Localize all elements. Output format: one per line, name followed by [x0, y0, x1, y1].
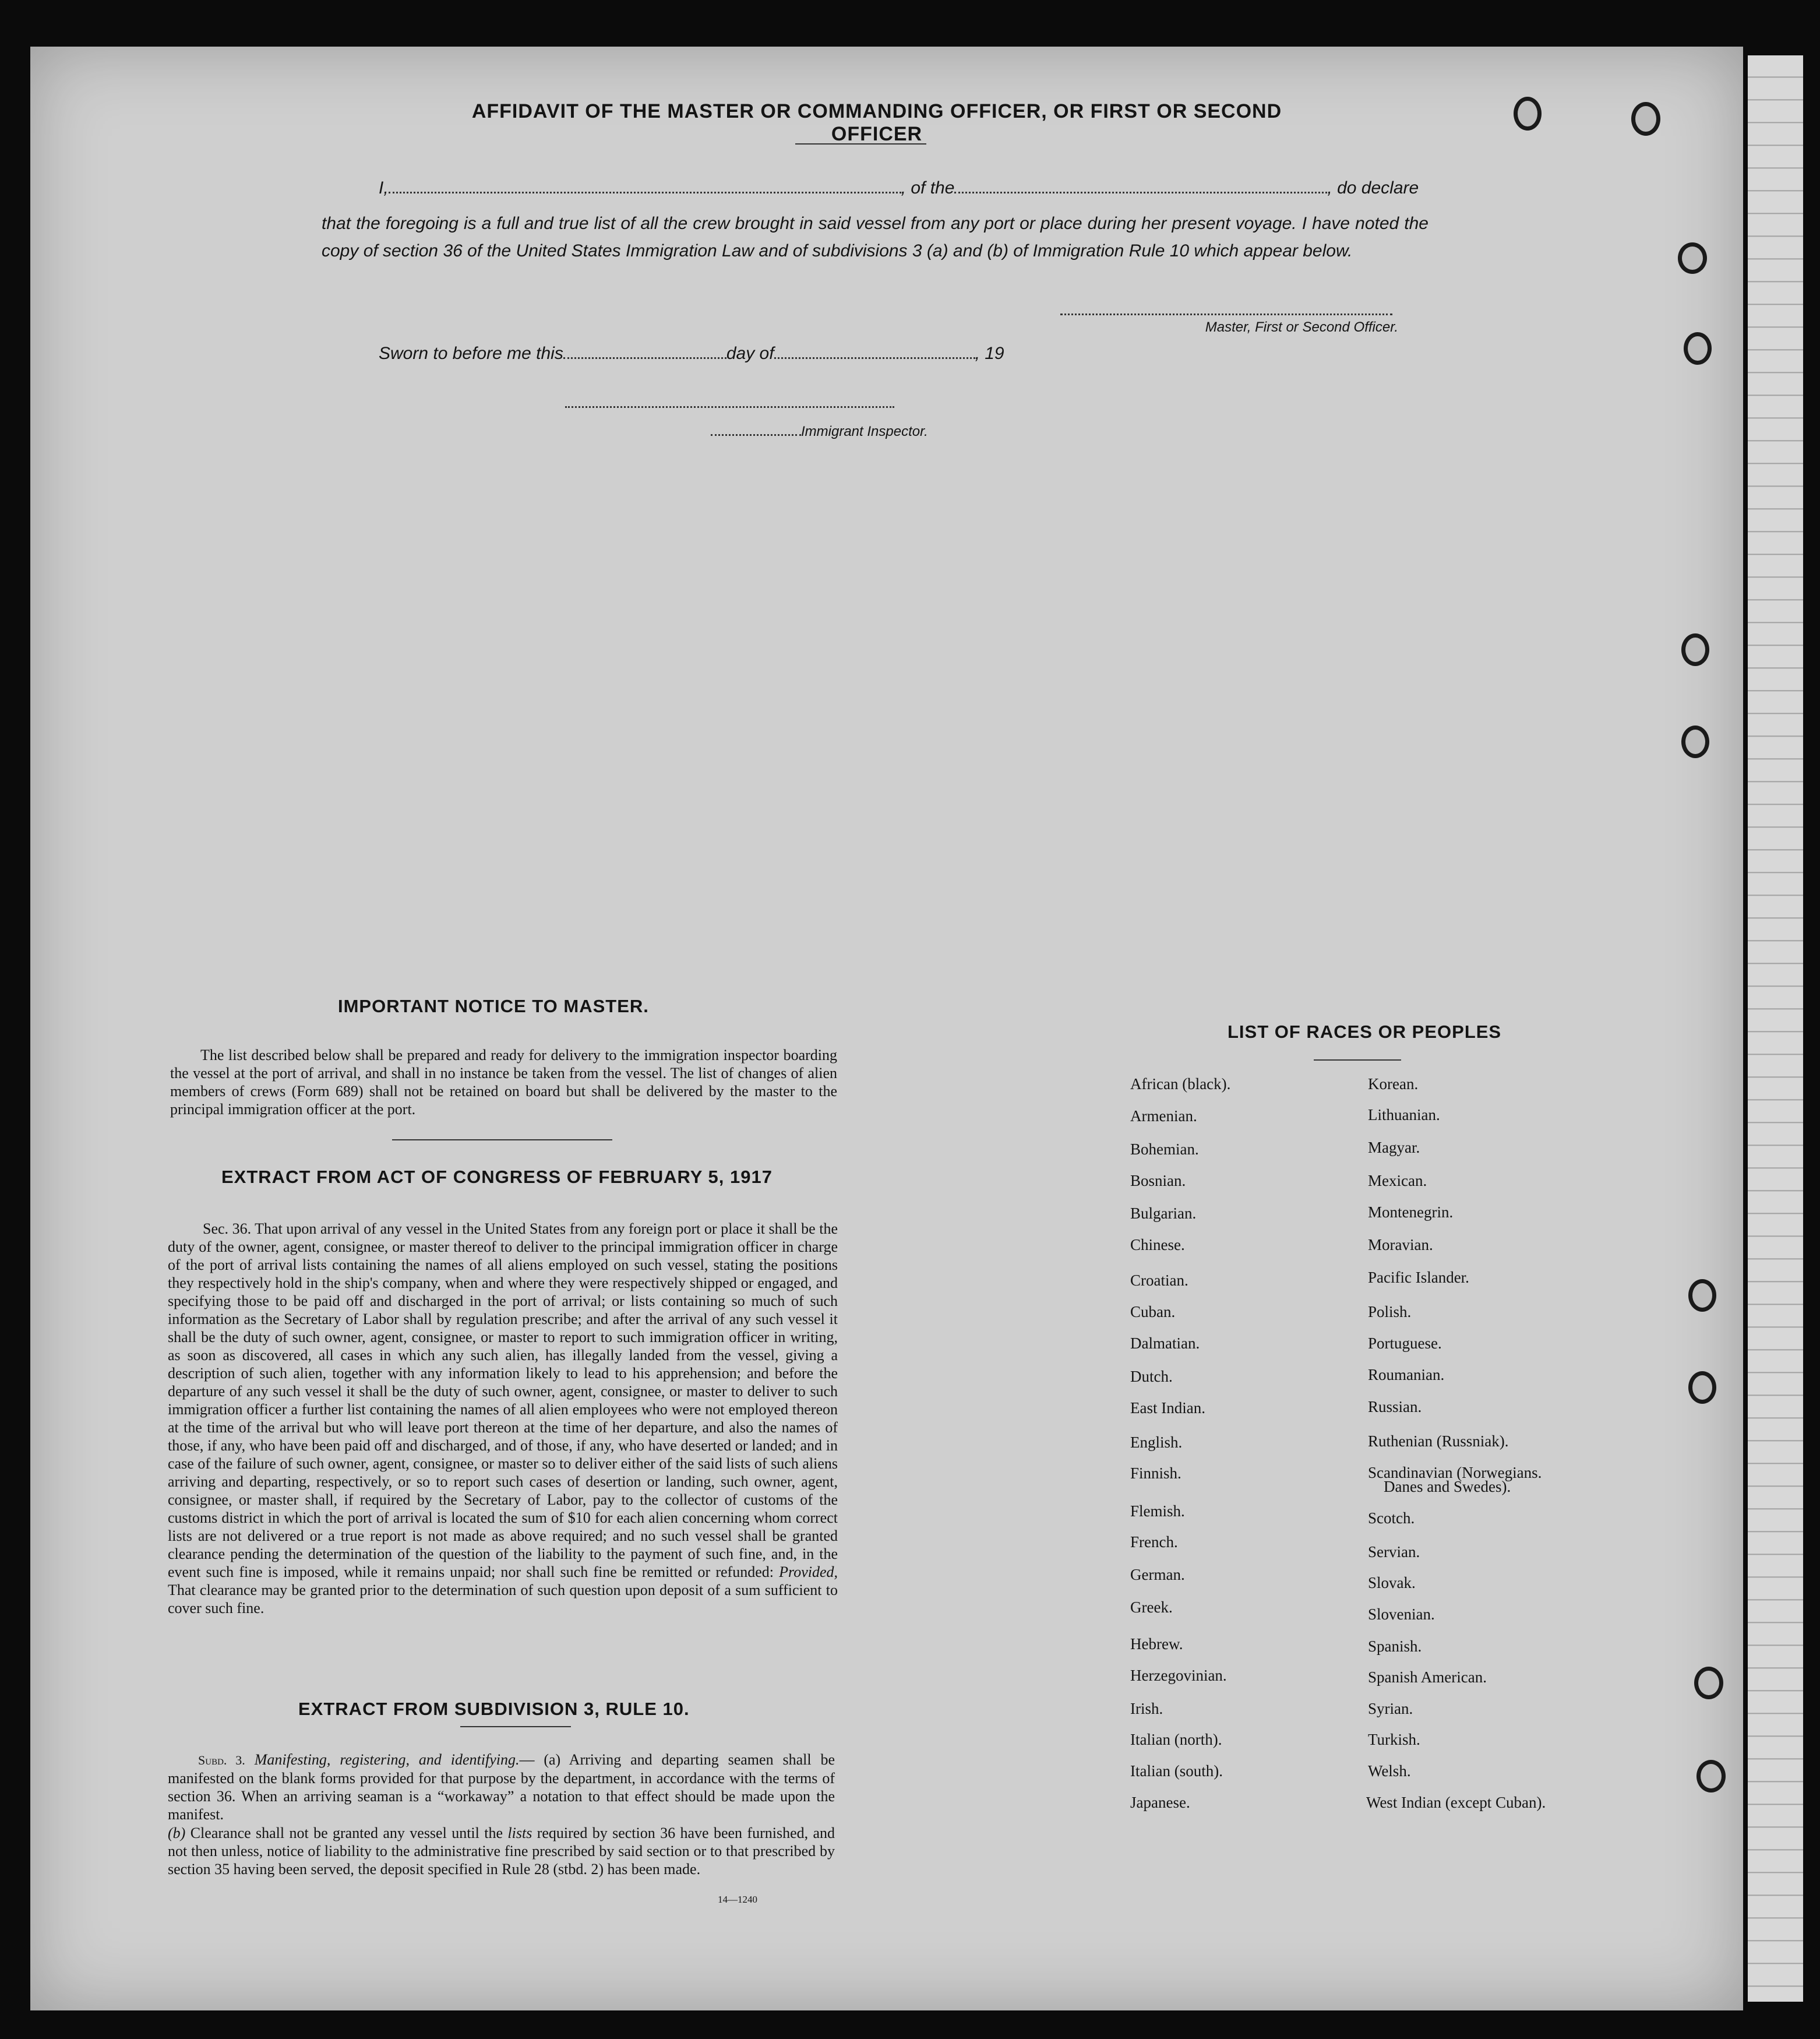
race-item: Bosnian. — [1130, 1172, 1186, 1189]
race-item: Dutch. — [1130, 1368, 1173, 1385]
notice-text: The list described below shall be prepared and ready for delivery to the immigration inspector boarding the vessel at the port of arrival, and shall in no instance be taken from the vessel. The list of changes of alien members of crews (Form 689) shall not be retained on board but shall be delivered by the master to the principal immigration officer at the port. — [170, 1047, 837, 1118]
race-item: Spanish American. — [1368, 1668, 1487, 1686]
race-item: Welsh. — [1368, 1762, 1411, 1780]
declarant-name-field[interactable] — [389, 188, 901, 193]
race-item: Danes and Swedes). — [1384, 1478, 1511, 1495]
inspector-label-text: Immigrant Inspector. — [801, 424, 928, 439]
signature-line[interactable] — [1060, 314, 1392, 315]
race-item: German. — [1130, 1566, 1185, 1583]
vessel-name-field[interactable] — [954, 188, 1327, 193]
subd-label: Subd. 3. — [198, 1753, 245, 1767]
race-item: Greek. — [1130, 1598, 1173, 1616]
race-item: Russian. — [1368, 1398, 1422, 1415]
rule-subd-b — [168, 1824, 835, 1878]
race-item: Pacific Islander. — [1368, 1269, 1469, 1286]
race-item: Slovak. — [1368, 1574, 1416, 1591]
race-item: Dalmatian. — [1130, 1334, 1200, 1352]
race-item: Montenegrin. — [1368, 1203, 1454, 1221]
binder-hole — [1631, 102, 1660, 136]
act-text-main: Sec. 36. That upon arrival of any vessel in the United States from any foreign port or place it shall be the duty of the owner, agent, consignee, or master thereof to deliver to the principal immigration officer in charge of the port of arrival lists containing the names of all aliens employed on such vessel, stating the positions they respectively hold in the ship's company, when and where they were respectively shipped or engaged, and specifying those to be paid off and discharged in the port of arrival; or lists containing so much of such information as the Secretary of Labor shall by regulation prescribe; and after the arrival of any such vessel it shall be the duty of such owner, agent, consignee, or master to report to such immigration officer in writing, as soon as discovered, all cases in which any such alien, has illegally landed from the vessel, giving a description of such alien, together with any information likely to lead to his apprehension; and before the departure of any such vessel it shall be the duty of such owner, agent, consignee, or master to deliver to such immigration officer a further list containing the names of all alien employees who were not employed thereon at the time of the arrival but who will leave port thereon at the time of her departure, and also the names of those, if any, who have been paid off and discharged, and of those, if any, who have deserted or landed; and in case of the failure of such owner, agent, consignee, or master so to deliver either of the said lists of such aliens arriving and departing, respectively, or so to report such cases of desertion or landing, such owner, agent, consignee, or master shall, if required by the Secretary of Labor, pay to the collector of customs of the customs district in which the port of arrival is located the sum of $10 for each alien concerning whom correct lists are not delivered or a true report is not made as above required; and no such vessel shall be granted clearance pending the determination of the question of the liability to the payment of such fine, and, in the event such fine is imposed, while it remains unpaid; nor shall such fine be remitted or refunded: — [168, 1220, 838, 1580]
binder-hole — [1678, 242, 1707, 274]
sworn-day-field[interactable] — [563, 354, 726, 359]
declaration-line — [379, 178, 1419, 198]
notice-divider — [392, 1139, 612, 1140]
race-item: Italian (north). — [1130, 1731, 1222, 1748]
inspector-signature-line[interactable] — [565, 406, 894, 408]
race-item: French. — [1130, 1533, 1178, 1551]
race-item: Moravian. — [1368, 1236, 1433, 1253]
race-item: Armenian. — [1130, 1107, 1197, 1125]
inspector-label — [711, 424, 928, 440]
binder-hole — [1681, 633, 1709, 666]
binder-hole — [1696, 1760, 1726, 1793]
race-item: West Indian (except Cuban). — [1366, 1794, 1546, 1811]
act-extract-title: EXTRACT FROM ACT OF CONGRESS OF FEBRUARY 5, 1917 — [221, 1167, 773, 1187]
para-b-start: Clearance shall not be granted any vessel until the — [190, 1825, 503, 1841]
binder-hole — [1688, 1371, 1716, 1404]
race-item: Turkish. — [1368, 1731, 1420, 1748]
race-item: Syrian. — [1368, 1700, 1413, 1717]
declaration-paragraph: that the foregoing is a full and true list of all the crew brought in said vessel from any port or place during her present voyage. I have noted the copy of section 36 of the United States Immigration Law and of subdivisions 3 (a) and (b) of Immigration Rule 10 which appear below. — [322, 214, 1429, 260]
day-of-text: day of — [726, 344, 774, 363]
provided-word: Provided, — [779, 1563, 838, 1580]
race-item: Finnish. — [1130, 1464, 1181, 1482]
race-item: Magyar. — [1368, 1139, 1420, 1156]
race-item: Ruthenian (Russniak). — [1368, 1432, 1509, 1450]
race-item: Flemish. — [1130, 1502, 1185, 1520]
races-title: LIST OF RACES OR PEOPLES — [1228, 1022, 1502, 1042]
para-b-end: required by section 36 have been furnished, and not then unless, notice of liability to the administrative fine prescribed by said section or to that prescribed by section 35 having been served, the deposit specified in Rule 28 (stbd. 2) has been made. — [168, 1825, 835, 1878]
signature-label: Master, First or Second Officer. — [1205, 319, 1398, 335]
para-b-lists: lists — [507, 1825, 532, 1841]
para-b-label: (b) — [168, 1825, 186, 1841]
affidavit-title: AFFIDAVIT OF THE MASTER OR COMMANDING OFFICER, OR FIRST OR SECOND OFFICER — [471, 100, 1282, 145]
race-item: Roumanian. — [1368, 1366, 1445, 1383]
rule-extract-title: EXTRACT FROM SUBDIVISION 3, RULE 10. — [298, 1699, 690, 1719]
next-page-edge — [1748, 55, 1803, 2002]
race-item: Bulgarian. — [1130, 1205, 1197, 1222]
race-item: English. — [1130, 1434, 1183, 1451]
binder-hole — [1684, 332, 1712, 365]
title-rule — [795, 143, 926, 145]
sworn-month-field[interactable] — [774, 354, 975, 359]
subd-para-a: — (a) Arriving and departing seamen shall be manifested on the blank forms provided for that purpose by the department, in accordance with the terms of section 36. When an arriving seaman is a “workaway” a notation to that effect should be made upon the manifest. — [168, 1751, 835, 1823]
race-item: Korean. — [1368, 1075, 1419, 1093]
of-the-text: , of the — [901, 178, 955, 198]
subd-heading: Manifesting, registering, and identifying. — [254, 1751, 520, 1768]
sworn-line — [379, 344, 1004, 364]
race-item: Japanese. — [1130, 1794, 1190, 1811]
year-text: , 19 — [975, 344, 1004, 363]
rule-title-underline — [460, 1726, 571, 1727]
act-text-end: That clearance may be granted prior to the determination of such question upon deposit of a sum sufficient to cover such fine. — [168, 1582, 838, 1617]
race-item: Polish. — [1368, 1303, 1412, 1320]
notice-title: IMPORTANT NOTICE TO MASTER. — [338, 996, 649, 1016]
race-item: African (black). — [1130, 1075, 1231, 1093]
declarant-prefix: I, — [379, 178, 389, 198]
race-item: Mexican. — [1368, 1172, 1427, 1189]
binder-hole — [1688, 1279, 1716, 1312]
race-item: Scotch. — [1368, 1509, 1415, 1527]
binder-hole — [1514, 97, 1542, 131]
race-item: Cuban. — [1130, 1303, 1176, 1320]
race-item: Hebrew. — [1130, 1635, 1183, 1653]
race-item: Bohemian. — [1130, 1140, 1199, 1158]
do-declare-text: , do declare — [1327, 178, 1419, 198]
race-item: Herzegovinian. — [1130, 1667, 1227, 1684]
race-item: Scandinavian (Norwegians. — [1368, 1464, 1542, 1481]
races-title-underline — [1314, 1059, 1401, 1061]
inspector-dots — [711, 431, 801, 436]
race-item: Chinese. — [1130, 1236, 1185, 1253]
rule-subd-a — [168, 1751, 835, 1823]
act-extract-text — [168, 1220, 838, 1617]
race-item: Servian. — [1368, 1543, 1420, 1561]
form-number: 14—1240 — [718, 1894, 757, 1905]
race-item: Irish. — [1130, 1700, 1163, 1717]
race-item: Croatian. — [1130, 1272, 1188, 1289]
race-item: Slovenian. — [1368, 1605, 1435, 1623]
binder-hole — [1681, 726, 1709, 758]
race-item: Lithuanian. — [1368, 1106, 1440, 1124]
binder-hole — [1694, 1667, 1723, 1699]
race-item: Italian (south). — [1130, 1762, 1223, 1780]
race-item: Spanish. — [1368, 1637, 1422, 1655]
race-item: Portuguese. — [1368, 1334, 1442, 1352]
race-item: East Indian. — [1130, 1399, 1205, 1417]
sworn-text: Sworn to before me this — [379, 344, 563, 363]
